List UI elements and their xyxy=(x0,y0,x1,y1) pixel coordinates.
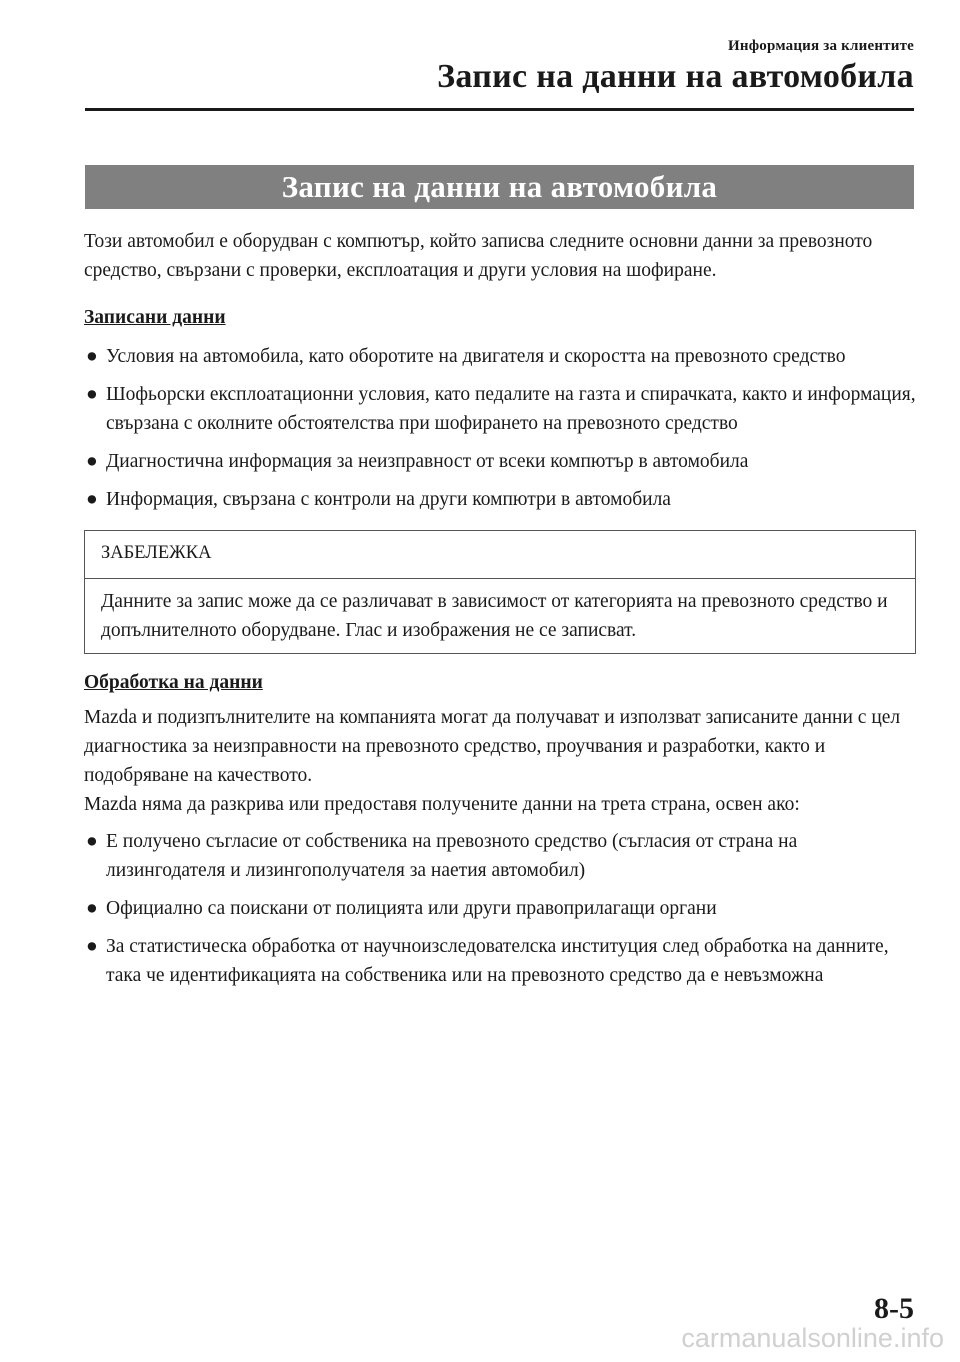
list-item-text: Е получено съгласие от собственика на превозното средство (съгласия от страна на лизингодателя и лизингополучателя за наетия автомобил) xyxy=(106,831,798,881)
page-title: Запис на данни на автомобила xyxy=(437,58,914,95)
bullet-icon: ● xyxy=(86,489,98,510)
recorded-data-list xyxy=(84,342,916,514)
bullet-icon: ● xyxy=(86,451,98,472)
bullet-icon: ● xyxy=(86,898,98,919)
section-banner: Запис на данни на автомобила xyxy=(85,165,914,209)
page-number: 8-5 xyxy=(874,1292,914,1325)
note-heading: ЗАБЕЛЕЖКА xyxy=(85,531,915,579)
list-item xyxy=(84,380,916,438)
list-item-text: Условия на автомобила, като оборотите на двигателя и скоростта на превозното средство xyxy=(106,346,846,367)
list-item xyxy=(84,827,916,885)
processing-heading: Обработка на данни xyxy=(84,672,263,693)
note-text: Данните за запис може да се различават в зависимост от категорията на превозното средство и допълнителното оборудване. Глас и изображения не се записват. xyxy=(101,591,888,641)
processing-paragraph: Mazda и подизпълнителите на компанията могат да получават и използват записаните данни с цел диагностика за неизправности на превозното средство, проучвания и разработки, както и подобряване на качеството. xyxy=(84,707,901,786)
list-item xyxy=(84,894,916,923)
list-item xyxy=(84,485,916,514)
list-item xyxy=(84,342,916,371)
list-item-text: Информация, свързана с контроли на други компютри в автомобила xyxy=(106,489,671,510)
disclosure-conditions-list xyxy=(84,827,916,990)
list-item-text: Шофьорски експлоатационни условия, като педалите на газта и спирачката, както и информация, свързана с околните обстоятелства при шофирането на превозното средство xyxy=(106,384,916,434)
disclosure-paragraph: Mazda няма да разкрива или предоставя получените данни на трета страна, освен ако: xyxy=(84,794,800,815)
main-content xyxy=(84,227,916,999)
header-divider xyxy=(85,108,914,111)
bullet-icon: ● xyxy=(86,384,98,405)
list-item xyxy=(84,447,916,476)
bullet-icon: ● xyxy=(86,936,98,957)
list-item-text: Официално са поискани от полицията или други правоприлагащи органи xyxy=(106,898,717,919)
bullet-icon: ● xyxy=(86,346,98,367)
recorded-data-heading: Записани данни xyxy=(84,307,226,328)
list-item-text: Диагностична информация за неизправност от всеки компютър в автомобила xyxy=(106,451,749,472)
note-box xyxy=(84,530,916,654)
intro-paragraph: Този автомобил е оборудван с компютър, който записва следните основни данни за превозното средство, свързани с проверки, експлоатация и други условия на шофиране. xyxy=(84,231,873,281)
list-item xyxy=(84,932,916,990)
list-item-text: За статистическа обработка от научноизследователска институция след обработка на данните, така че идентификацията на собственика или на превозното средство да е невъзможна xyxy=(106,936,889,986)
bullet-icon: ● xyxy=(86,831,98,852)
watermark: carmanualsonline.info xyxy=(681,1323,944,1353)
section-label: Информация за клиентите xyxy=(728,38,914,54)
